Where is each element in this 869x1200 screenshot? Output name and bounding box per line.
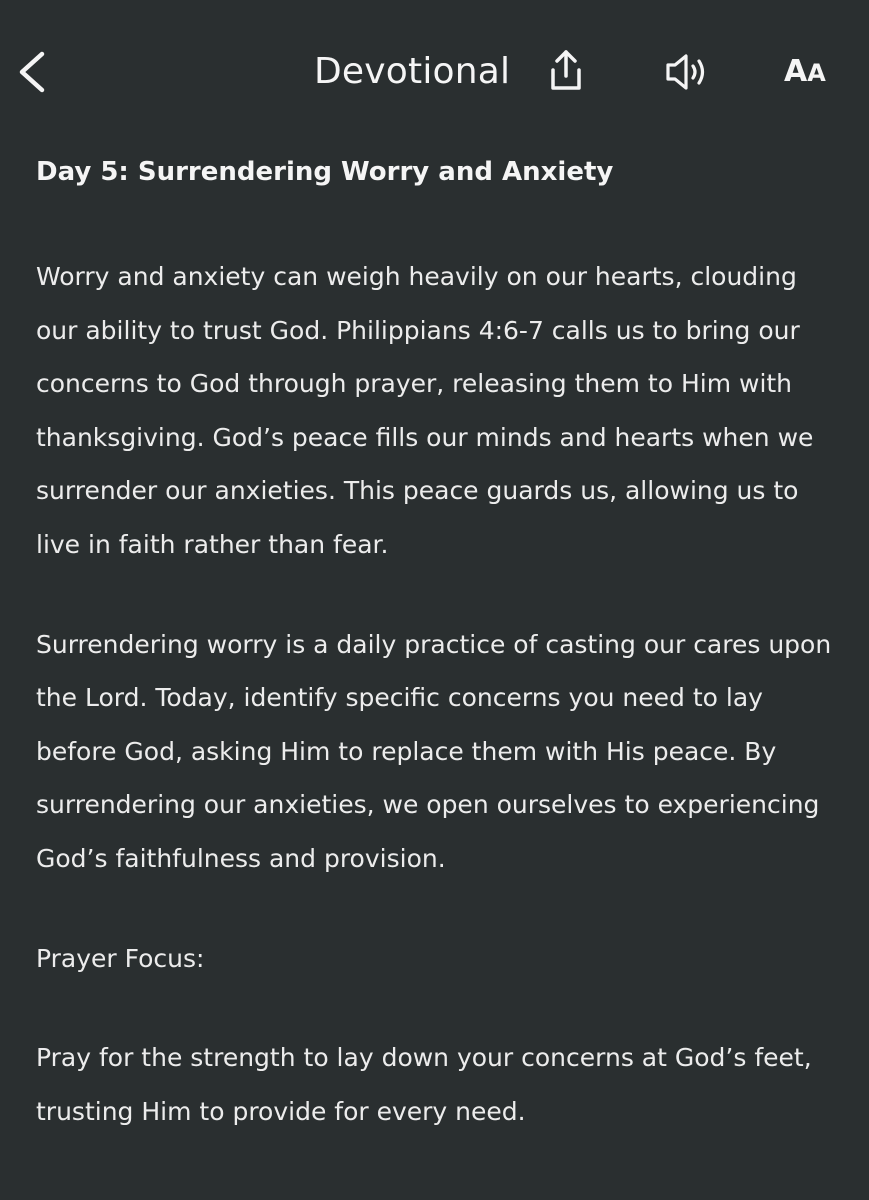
devotional-content <box>36 148 836 1138</box>
audio-button[interactable] <box>662 50 710 94</box>
font-size-label-large: A <box>784 54 808 89</box>
devotional-paragraph-2: Surrendering worry is a daily practice of casting our cares upon the Lord. Today, identify specific concerns you need to lay before God, asking Him to replace them with His peace. By surrendering our anxieties, we open ourselves to experiencing God’s faithfulness and provision. <box>36 629 832 873</box>
font-size-label-small: A <box>807 59 826 87</box>
chevron-left-icon <box>14 48 54 96</box>
share-button[interactable] <box>546 48 586 94</box>
speaker-icon <box>662 50 710 94</box>
page-title: Devotional <box>314 51 511 92</box>
day-title: Day 5: Surrendering Worry and Anxiety <box>36 157 614 187</box>
back-button[interactable] <box>14 48 54 96</box>
font-size-button[interactable] <box>784 52 834 92</box>
share-icon <box>546 48 586 94</box>
prayer-focus-heading: Prayer Focus: <box>36 943 205 973</box>
devotional-paragraph-1: Worry and anxiety can weigh heavily on our hearts, clouding our ability to trust God. Philippians 4:6-7 calls us to bring our concerns to God through prayer, releasing them to Him with thanksgiving. God’s peace fills our minds and hearts when we surrender our anxieties. This peace guards us, allowing us to live in faith rather than fear. <box>36 262 814 559</box>
prayer-focus-text: Pray for the strength to lay down your concerns at God’s feet, trusting Him to provide for every need. <box>36 1043 812 1126</box>
top-navigation-bar <box>0 0 869 140</box>
